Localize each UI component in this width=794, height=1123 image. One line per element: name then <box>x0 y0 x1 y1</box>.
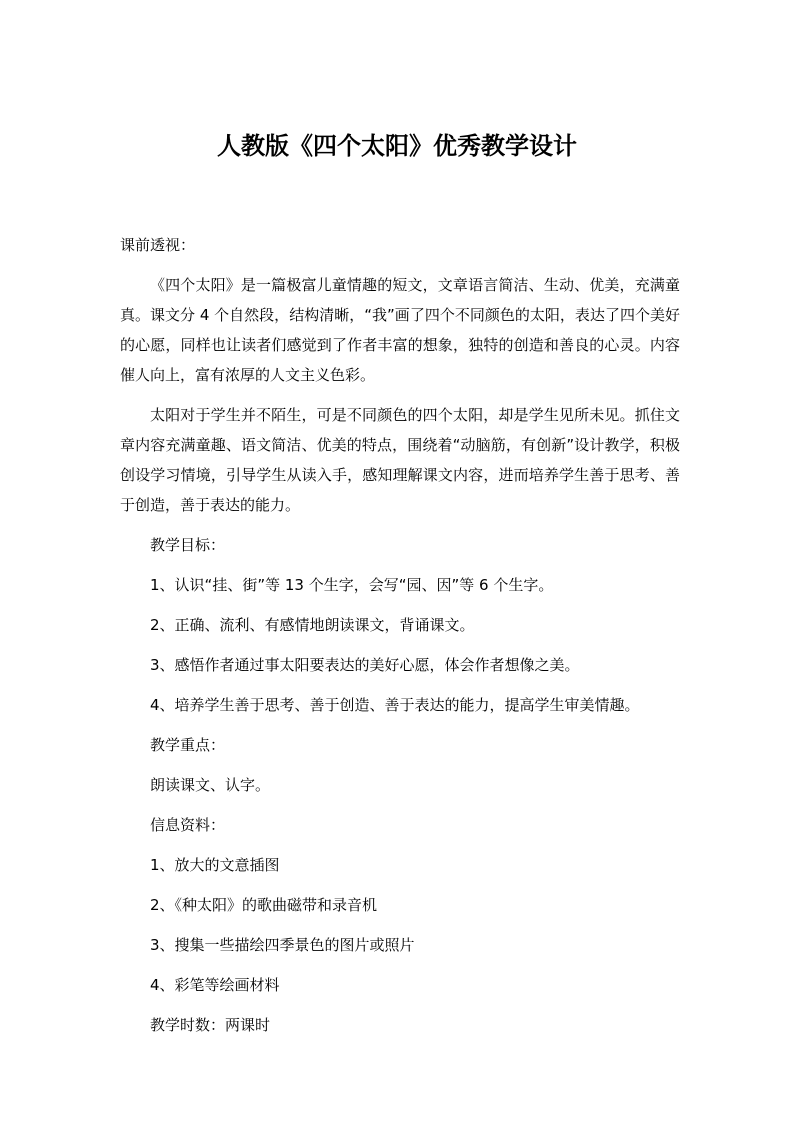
resource-item-4: 4、彩笔等绘画材料 <box>150 976 280 994</box>
document-body <box>120 230 680 1050</box>
paragraph-intro: 《四个太阳》是一篇极富儿童情趣的短文，文章语言简洁、生动、优美，充满童真。课文分 4 个自然段，结构清晰，“我”画了四个不同颜色的太阳，表达了四个美好的心愿，同样也让读者们感觉到了作者丰富的想象，独特的创造和善良的心灵。内容催人向上，富有浓厚的人文主义色彩。 <box>120 276 680 384</box>
resource-item-2: 2、《种太阳》的歌曲磁带和录音机 <box>150 896 378 914</box>
goal-item-4: 4、培养学生善于思考、善于创造、善于表达的能力，提高学生审美情趣。 <box>150 696 640 714</box>
resource-item-3: 3、搜集一些描绘四季景色的图片或照片 <box>150 936 415 954</box>
section-heading-preview: 课前透视： <box>120 236 196 254</box>
goal-item-2: 2、正确、流利、有感情地朗读课文，背诵课文。 <box>150 616 475 634</box>
section-heading-focus: 教学重点： <box>150 736 226 754</box>
section-heading-resources: 信息资料： <box>150 816 226 834</box>
paragraph-approach: 太阳对于学生并不陌生，可是不同颜色的四个太阳，却是学生见所未见。抓住文章内容充满童趣、语文简洁、优美的特点，围绕着“动脑筋，有创新”设计教学，积极创设学习情境，引导学生从读入手，感知理解课文内容，进而培养学生善于思考、善于创造，善于表达的能力。 <box>120 406 680 514</box>
goal-item-1: 1、认识“挂、街”等 13 个生字，会写“园、因”等 6 个生字。 <box>150 576 554 594</box>
section-heading-goals: 教学目标： <box>150 536 226 554</box>
goal-item-3: 3、感悟作者通过事太阳要表达的美好心愿，体会作者想像之美。 <box>150 656 580 674</box>
teaching-hours: 教学时数：两课时 <box>150 1016 271 1034</box>
document-title: 人教版《四个太阳》优秀教学设计 <box>217 132 577 160</box>
focus-item: 朗读课文、认字。 <box>150 776 271 794</box>
resource-item-1: 1、放大的文意插图 <box>150 856 280 874</box>
